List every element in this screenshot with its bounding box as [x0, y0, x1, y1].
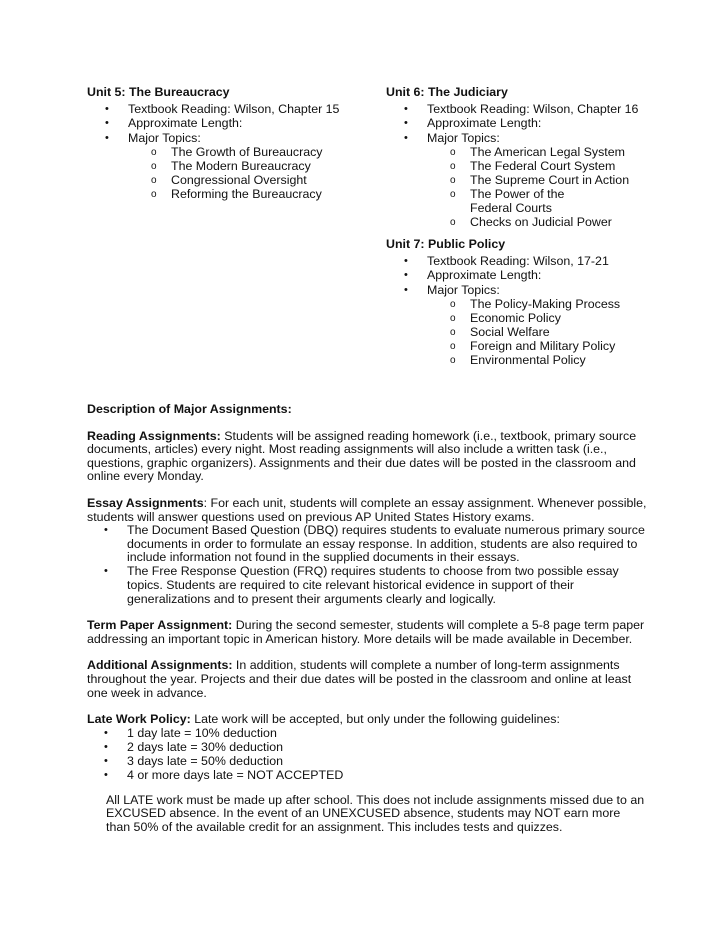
topic-text: The Supreme Court in Action — [470, 173, 630, 188]
bullet-icon: • — [404, 102, 408, 115]
unit-6-length: Approximate Length: — [427, 116, 542, 131]
unit-6-topics-label: Major Topics: — [427, 130, 500, 145]
bullet-icon: • — [104, 754, 108, 767]
circle-bullet-icon: o — [450, 161, 456, 173]
unit-7-title: Unit 7: Public Policy — [386, 237, 506, 251]
list-item — [87, 565, 647, 606]
topic-text: The Federal Court System — [470, 159, 616, 174]
unit-5-topics — [87, 146, 387, 202]
circle-bullet-icon: o — [450, 175, 456, 187]
topic-text: The Modern Bureaucracy — [171, 159, 311, 174]
topic-text: Social Welfare — [470, 325, 550, 340]
unit-7-length: Approximate Length: — [427, 268, 542, 283]
late-work-note: All LATE work must be made up after school. This does not include assignments missed due to an EXCUSED absence. In the event of an UNEXCUSED absence, students may NOT earn more than 50% of the available credit for an assignment. This includes tests and quizzes. — [106, 792, 645, 834]
unit-5-length: Approximate Length: — [128, 116, 243, 131]
list-item — [87, 132, 387, 146]
late-work-text: Late work will be accepted, but only under the following guidelines: — [190, 712, 560, 727]
circle-bullet-icon: o — [450, 299, 456, 311]
circle-bullet-icon: o — [450, 327, 456, 339]
topic-item — [386, 188, 580, 215]
topic-text: The Policy-Making Process — [470, 297, 621, 312]
additional-assignments-paragraph — [87, 659, 647, 700]
topic-item — [386, 174, 656, 188]
circle-bullet-icon: o — [450, 341, 456, 353]
topic-item — [386, 146, 656, 160]
circle-bullet-icon: o — [450, 216, 456, 228]
list-item — [386, 117, 656, 131]
topic-item — [386, 340, 656, 354]
topic-item — [87, 146, 387, 160]
frq-text: The Free Response Question (FRQ) requires students to choose from two possible essay topics. Students are required to cite relevant historical evidence in support of their generalizations and to present their arguments clearly and logically. — [127, 564, 619, 606]
assignments-section — [87, 403, 647, 847]
unit-7-topics-label: Major Topics: — [427, 282, 500, 297]
topic-text: Reforming the Bureaucracy — [171, 187, 322, 202]
bullet-icon: • — [404, 131, 408, 144]
topic-text: Environmental Policy — [470, 353, 586, 368]
list-item — [87, 741, 647, 755]
bullet-icon: • — [105, 117, 109, 130]
unit-6-list — [386, 103, 656, 146]
bullet-icon: • — [104, 769, 108, 782]
topic-item — [87, 188, 387, 202]
circle-bullet-icon: o — [151, 161, 157, 173]
topic-item — [386, 354, 656, 368]
late-rule-text: 4 or more days late = NOT ACCEPTED — [127, 768, 344, 783]
late-rule-text: 2 days late = 30% deduction — [127, 739, 284, 754]
circle-bullet-icon: o — [151, 147, 157, 159]
additional-assignments-text: In addition, students will complete a number of long-term assignments throughout the year. Projects and their due dates will be posted in the classroom and online at least one week in advance. — [87, 658, 632, 700]
unit-7-section — [386, 238, 656, 368]
late-rule-text: 3 days late = 50% deduction — [127, 753, 284, 768]
essay-list — [87, 524, 647, 606]
topic-text: The Power of the Federal Courts — [470, 187, 565, 215]
bullet-icon: • — [404, 254, 408, 267]
topic-text: Checks on Judicial Power — [470, 214, 612, 229]
topic-item — [87, 160, 387, 174]
bullet-icon: • — [105, 102, 109, 115]
list-item — [386, 103, 656, 117]
unit-7-list — [386, 255, 656, 298]
dbq-text: The Document Based Question (DBQ) requires students to evaluate numerous primary source documents in order to formulate an essay response. In addition, students are also required to include information not found in the supplied documents in their essays. — [127, 523, 645, 565]
bullet-icon: • — [104, 524, 108, 537]
bullet-icon: • — [105, 131, 109, 144]
list-item — [87, 769, 647, 783]
reading-assignments-paragraph — [87, 430, 647, 484]
unit-5-list — [87, 103, 387, 146]
topic-text: Congressional Oversight — [171, 173, 307, 188]
bullet-icon: • — [404, 269, 408, 282]
late-work-intro — [87, 713, 647, 727]
circle-bullet-icon: o — [151, 189, 157, 201]
list-item — [87, 755, 647, 769]
list-item — [386, 284, 656, 298]
topic-item — [386, 160, 656, 174]
list-item — [386, 269, 656, 283]
list-item — [386, 255, 656, 269]
bullet-icon: • — [404, 117, 408, 130]
topic-item — [87, 174, 387, 188]
assignments-heading: Description of Major Assignments: — [87, 402, 292, 416]
bullet-icon: • — [104, 726, 108, 739]
circle-bullet-icon: o — [450, 189, 456, 201]
unit-6-title: Unit 6: The Judiciary — [386, 85, 508, 99]
list-item — [87, 524, 647, 565]
topic-item — [386, 312, 656, 326]
late-work-label: Late Work Policy: — [87, 712, 191, 727]
late-work-paragraph — [87, 713, 647, 782]
additional-assignments-label: Additional Assignments: — [87, 658, 233, 673]
essay-assignments-label: Essay Assignments — [87, 495, 204, 510]
circle-bullet-icon: o — [450, 147, 456, 159]
topic-item — [386, 326, 656, 340]
reading-assignments-text: Students will be assigned reading homework (i.e., textbook, primary source documents, articles) every night. Most reading assignments will also include a written task (i.e., questions, graphic organizers). Assignments and their due dates will be posted in the classroom and online every Monday. — [87, 428, 637, 484]
bullet-icon: • — [404, 283, 408, 296]
unit-5-section — [87, 86, 387, 202]
unit-7-reading: Textbook Reading: Wilson, 17-21 — [427, 253, 609, 268]
unit-7-topics — [386, 298, 656, 368]
bullet-icon: • — [104, 740, 108, 753]
list-item — [386, 132, 656, 146]
list-item — [87, 117, 387, 131]
circle-bullet-icon: o — [450, 313, 456, 325]
topic-text: The American Legal System — [470, 145, 625, 160]
late-rule-text: 1 day late = 10% deduction — [127, 725, 277, 740]
topic-item — [386, 298, 656, 312]
essay-assignments-text: : For each unit, students will complete an essay assignment. Whenever possible, students will answer questions used on previous AP United States History exams. — [87, 495, 647, 524]
circle-bullet-icon: o — [450, 355, 456, 367]
topic-item — [386, 216, 656, 230]
circle-bullet-icon: o — [151, 175, 157, 187]
unit-6-topics — [386, 146, 656, 229]
reading-assignments-label: Reading Assignments: — [87, 428, 221, 443]
unit-5-title: Unit 5: The Bureaucracy — [87, 85, 230, 99]
unit-6-reading: Textbook Reading: Wilson, Chapter 16 — [427, 101, 639, 116]
late-work-list — [87, 727, 647, 783]
topic-text: The Growth of Bureaucracy — [171, 145, 323, 160]
topic-text: Economic Policy — [470, 311, 561, 326]
bullet-icon: • — [104, 565, 108, 578]
essay-assignments-paragraph — [87, 497, 647, 606]
unit-5-reading: Textbook Reading: Wilson, Chapter 15 — [128, 101, 340, 116]
term-paper-text: During the second semester, students will complete a 5-8 page term paper addressing an important topic in American history. More details will be made available in December. — [87, 618, 645, 646]
list-item — [87, 103, 387, 117]
list-item — [87, 727, 647, 741]
unit-5-topics-label: Major Topics: — [128, 130, 201, 145]
term-paper-label: Term Paper Assignment: — [87, 618, 233, 633]
essay-intro — [87, 497, 647, 524]
unit-6-section — [386, 86, 656, 230]
topic-text: Foreign and Military Policy — [470, 339, 616, 354]
term-paper-paragraph — [87, 619, 647, 646]
